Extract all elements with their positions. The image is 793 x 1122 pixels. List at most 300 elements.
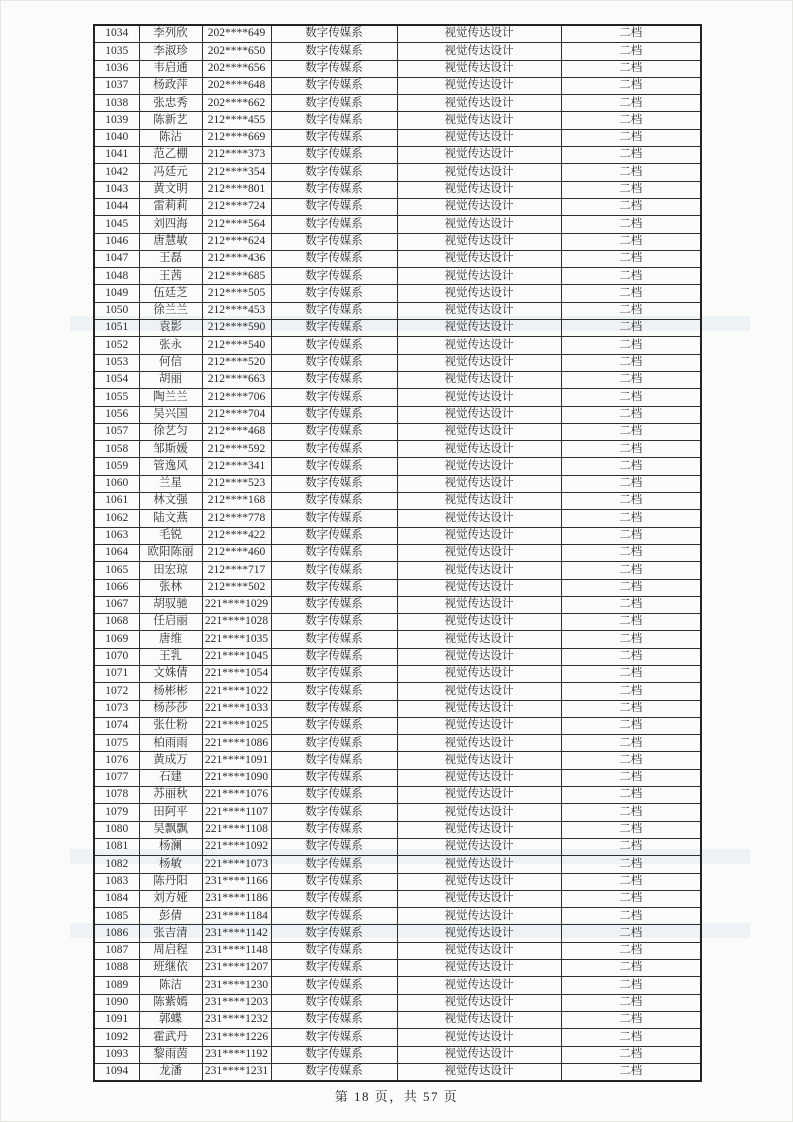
student-id-cell: 212****523 <box>202 475 271 492</box>
name-cell: 陶兰兰 <box>139 389 202 406</box>
major-cell: 视觉传达设计 <box>397 60 561 77</box>
name-cell: 雷莉莉 <box>139 198 202 215</box>
department-cell: 数字传媒系 <box>271 769 397 786</box>
name-cell: 徐兰兰 <box>139 302 202 319</box>
student-id-cell: 212****436 <box>202 250 271 267</box>
major-cell: 视觉传达设计 <box>397 198 561 215</box>
department-cell: 数字传媒系 <box>271 77 397 94</box>
table-row <box>94 250 701 267</box>
tier-cell: 二档 <box>561 994 701 1011</box>
index-cell: 1052 <box>94 337 139 354</box>
major-cell: 视觉传达设计 <box>397 873 561 890</box>
tier-cell: 二档 <box>561 458 701 475</box>
department-cell: 数字传媒系 <box>271 25 397 43</box>
index-cell: 1048 <box>94 268 139 285</box>
index-cell: 1043 <box>94 181 139 198</box>
table-row <box>94 510 701 527</box>
index-cell: 1053 <box>94 354 139 371</box>
tier-cell: 二档 <box>561 631 701 648</box>
name-cell: 陈洁 <box>139 977 202 994</box>
name-cell: 唐慧敏 <box>139 233 202 250</box>
student-id-cell: 212****455 <box>202 112 271 129</box>
index-cell: 1046 <box>94 233 139 250</box>
department-cell: 数字传媒系 <box>271 302 397 319</box>
page-footer <box>0 1086 793 1105</box>
name-cell: 胡驭驰 <box>139 596 202 613</box>
major-cell: 视觉传达设计 <box>397 665 561 682</box>
department-cell: 数字传媒系 <box>271 510 397 527</box>
name-cell: 黎雨茵 <box>139 1046 202 1063</box>
department-cell: 数字传媒系 <box>271 423 397 440</box>
index-cell: 1067 <box>94 596 139 613</box>
department-cell: 数字传媒系 <box>271 181 397 198</box>
name-cell: 袁影 <box>139 320 202 337</box>
student-id-cell: 212****460 <box>202 544 271 561</box>
tier-cell: 二档 <box>561 95 701 112</box>
name-cell: 张吉清 <box>139 925 202 942</box>
index-cell: 1055 <box>94 389 139 406</box>
table-row <box>94 873 701 890</box>
major-cell: 视觉传达设计 <box>397 43 561 60</box>
table-row <box>94 475 701 492</box>
department-cell: 数字传媒系 <box>271 579 397 596</box>
tier-cell: 二档 <box>561 371 701 388</box>
table-row <box>94 147 701 164</box>
index-cell: 1072 <box>94 683 139 700</box>
tier-cell: 二档 <box>561 510 701 527</box>
tier-cell: 二档 <box>561 389 701 406</box>
table-row <box>94 717 701 734</box>
table-row <box>94 77 701 94</box>
table-row <box>94 129 701 146</box>
index-cell: 1082 <box>94 856 139 873</box>
index-cell: 1035 <box>94 43 139 60</box>
index-cell: 1079 <box>94 804 139 821</box>
tier-cell: 二档 <box>561 700 701 717</box>
student-id-cell: 212****520 <box>202 354 271 371</box>
index-cell: 1073 <box>94 700 139 717</box>
student-id-cell: 231****1184 <box>202 908 271 925</box>
tier-cell: 二档 <box>561 821 701 838</box>
tier-cell: 二档 <box>561 527 701 544</box>
major-cell: 视觉传达设计 <box>397 389 561 406</box>
index-cell: 1087 <box>94 942 139 959</box>
name-cell: 李淑珍 <box>139 43 202 60</box>
department-cell: 数字传媒系 <box>271 544 397 561</box>
department-cell: 数字传媒系 <box>271 994 397 1011</box>
index-cell: 1049 <box>94 285 139 302</box>
name-cell: 任启丽 <box>139 614 202 631</box>
table-row <box>94 43 701 60</box>
student-id-cell: 231****1203 <box>202 994 271 1011</box>
name-cell: 刘四海 <box>139 216 202 233</box>
tier-cell: 二档 <box>561 423 701 440</box>
student-id-cell: 221****1091 <box>202 752 271 769</box>
tier-cell: 二档 <box>561 250 701 267</box>
name-cell: 伍廷芝 <box>139 285 202 302</box>
student-id-cell: 221****1092 <box>202 838 271 855</box>
department-cell: 数字传媒系 <box>271 838 397 855</box>
student-id-cell: 212****341 <box>202 458 271 475</box>
index-cell: 1063 <box>94 527 139 544</box>
table-row <box>94 320 701 337</box>
tier-cell: 二档 <box>561 890 701 907</box>
name-cell: 王茜 <box>139 268 202 285</box>
table-row <box>94 389 701 406</box>
student-roster-table <box>93 24 702 1082</box>
index-cell: 1075 <box>94 735 139 752</box>
student-id-cell: 231****1192 <box>202 1046 271 1063</box>
name-cell: 徐艺匀 <box>139 423 202 440</box>
department-cell: 数字传媒系 <box>271 43 397 60</box>
index-cell: 1081 <box>94 838 139 855</box>
major-cell: 视觉传达设计 <box>397 493 561 510</box>
department-cell: 数字传媒系 <box>271 665 397 682</box>
index-cell: 1091 <box>94 1011 139 1028</box>
major-cell: 视觉传达设计 <box>397 544 561 561</box>
student-id-cell: 212****168 <box>202 493 271 510</box>
name-cell: 欧阳陈丽 <box>139 544 202 561</box>
index-cell: 1080 <box>94 821 139 838</box>
major-cell: 视觉传达设计 <box>397 1011 561 1028</box>
tier-cell: 二档 <box>561 268 701 285</box>
tier-cell: 二档 <box>561 665 701 682</box>
name-cell: 张永 <box>139 337 202 354</box>
tier-cell: 二档 <box>561 129 701 146</box>
name-cell: 韦启通 <box>139 60 202 77</box>
tier-cell: 二档 <box>561 1063 701 1081</box>
major-cell: 视觉传达设计 <box>397 77 561 94</box>
tier-cell: 二档 <box>561 648 701 665</box>
index-cell: 1088 <box>94 960 139 977</box>
major-cell: 视觉传达设计 <box>397 458 561 475</box>
student-id-cell: 212****663 <box>202 371 271 388</box>
index-cell: 1093 <box>94 1046 139 1063</box>
table-row <box>94 804 701 821</box>
major-cell: 视觉传达设计 <box>397 250 561 267</box>
table-row <box>94 908 701 925</box>
tier-cell: 二档 <box>561 181 701 198</box>
table-row <box>94 493 701 510</box>
name-cell: 张仕粉 <box>139 717 202 734</box>
index-cell: 1047 <box>94 250 139 267</box>
tier-cell: 二档 <box>561 112 701 129</box>
student-id-cell: 212****373 <box>202 147 271 164</box>
tier-cell: 二档 <box>561 683 701 700</box>
index-cell: 1066 <box>94 579 139 596</box>
student-id-cell: 231****1226 <box>202 1029 271 1046</box>
department-cell: 数字传媒系 <box>271 441 397 458</box>
major-cell: 视觉传达设计 <box>397 890 561 907</box>
table-row <box>94 925 701 942</box>
table-row <box>94 769 701 786</box>
major-cell: 视觉传达设计 <box>397 406 561 423</box>
name-cell: 杨敏 <box>139 856 202 873</box>
index-cell: 1068 <box>94 614 139 631</box>
tier-cell: 二档 <box>561 787 701 804</box>
major-cell: 视觉传达设计 <box>397 1046 561 1063</box>
department-cell: 数字传媒系 <box>271 700 397 717</box>
tier-cell: 二档 <box>561 441 701 458</box>
table-row <box>94 890 701 907</box>
department-cell: 数字传媒系 <box>271 1063 397 1081</box>
major-cell: 视觉传达设计 <box>397 441 561 458</box>
student-id-cell: 221****1022 <box>202 683 271 700</box>
tier-cell: 二档 <box>561 198 701 215</box>
index-cell: 1094 <box>94 1063 139 1081</box>
student-id-cell: 212****590 <box>202 320 271 337</box>
table-row <box>94 960 701 977</box>
student-id-cell: 221****1054 <box>202 665 271 682</box>
tier-cell: 二档 <box>561 493 701 510</box>
tier-cell: 二档 <box>561 769 701 786</box>
major-cell: 视觉传达设计 <box>397 925 561 942</box>
department-cell: 数字传媒系 <box>271 717 397 734</box>
name-cell: 班继依 <box>139 960 202 977</box>
name-cell: 张林 <box>139 579 202 596</box>
major-cell: 视觉传达设计 <box>397 562 561 579</box>
name-cell: 霍武丹 <box>139 1029 202 1046</box>
major-cell: 视觉传达设计 <box>397 631 561 648</box>
major-cell: 视觉传达设计 <box>397 320 561 337</box>
table-row <box>94 631 701 648</box>
name-cell: 唐维 <box>139 631 202 648</box>
table-row <box>94 216 701 233</box>
index-cell: 1077 <box>94 769 139 786</box>
name-cell: 黄文明 <box>139 181 202 198</box>
name-cell: 杨莎莎 <box>139 700 202 717</box>
tier-cell: 二档 <box>561 804 701 821</box>
page-number-text: 第 18 页，共 57 页 <box>334 1089 459 1104</box>
table-row <box>94 752 701 769</box>
department-cell: 数字传媒系 <box>271 562 397 579</box>
department-cell: 数字传媒系 <box>271 908 397 925</box>
table-row <box>94 1063 701 1081</box>
table-row <box>94 735 701 752</box>
name-cell: 龙潘 <box>139 1063 202 1081</box>
index-cell: 1070 <box>94 648 139 665</box>
name-cell: 毛锐 <box>139 527 202 544</box>
table-row <box>94 700 701 717</box>
department-cell: 数字传媒系 <box>271 925 397 942</box>
name-cell: 文姝倩 <box>139 665 202 682</box>
index-cell: 1064 <box>94 544 139 561</box>
department-cell: 数字传媒系 <box>271 821 397 838</box>
department-cell: 数字传媒系 <box>271 1046 397 1063</box>
major-cell: 视觉传达设计 <box>397 337 561 354</box>
major-cell: 视觉传达设计 <box>397 95 561 112</box>
department-cell: 数字传媒系 <box>271 337 397 354</box>
department-cell: 数字传媒系 <box>271 856 397 873</box>
name-cell: 吴兴国 <box>139 406 202 423</box>
table-row <box>94 112 701 129</box>
table-row <box>94 596 701 613</box>
student-id-cell: 221****1045 <box>202 648 271 665</box>
table-row <box>94 1046 701 1063</box>
name-cell: 田宏琼 <box>139 562 202 579</box>
department-cell: 数字传媒系 <box>271 320 397 337</box>
name-cell: 杨澜 <box>139 838 202 855</box>
major-cell: 视觉传达设计 <box>397 942 561 959</box>
table-row <box>94 441 701 458</box>
student-id-cell: 231****1232 <box>202 1011 271 1028</box>
tier-cell: 二档 <box>561 544 701 561</box>
student-id-cell: 212****502 <box>202 579 271 596</box>
department-cell: 数字传媒系 <box>271 406 397 423</box>
tier-cell: 二档 <box>561 164 701 181</box>
name-cell: 胡丽 <box>139 371 202 388</box>
name-cell: 兰星 <box>139 475 202 492</box>
tier-cell: 二档 <box>561 856 701 873</box>
name-cell: 田阿平 <box>139 804 202 821</box>
name-cell: 周启程 <box>139 942 202 959</box>
name-cell: 黄成万 <box>139 752 202 769</box>
student-id-cell: 221****1035 <box>202 631 271 648</box>
index-cell: 1085 <box>94 908 139 925</box>
student-id-cell: 231****1231 <box>202 1063 271 1081</box>
tier-cell: 二档 <box>561 337 701 354</box>
tier-cell: 二档 <box>561 354 701 371</box>
major-cell: 视觉传达设计 <box>397 129 561 146</box>
department-cell: 数字传媒系 <box>271 147 397 164</box>
name-cell: 彭倩 <box>139 908 202 925</box>
index-cell: 1076 <box>94 752 139 769</box>
tier-cell: 二档 <box>561 1011 701 1028</box>
table-row <box>94 942 701 959</box>
department-cell: 数字传媒系 <box>271 596 397 613</box>
name-cell: 陈沾 <box>139 129 202 146</box>
student-id-cell: 202****656 <box>202 60 271 77</box>
department-cell: 数字传媒系 <box>271 371 397 388</box>
tier-cell: 二档 <box>561 77 701 94</box>
table-row <box>94 406 701 423</box>
tier-cell: 二档 <box>561 43 701 60</box>
department-cell: 数字传媒系 <box>271 60 397 77</box>
tier-cell: 二档 <box>561 25 701 43</box>
table-row <box>94 579 701 596</box>
department-cell: 数字传媒系 <box>271 475 397 492</box>
name-cell: 柏雨雨 <box>139 735 202 752</box>
department-cell: 数字传媒系 <box>271 216 397 233</box>
name-cell: 林文强 <box>139 493 202 510</box>
index-cell: 1051 <box>94 320 139 337</box>
index-cell: 1034 <box>94 25 139 43</box>
name-cell: 刘方娅 <box>139 890 202 907</box>
index-cell: 1074 <box>94 717 139 734</box>
table-row <box>94 198 701 215</box>
index-cell: 1042 <box>94 164 139 181</box>
index-cell: 1036 <box>94 60 139 77</box>
department-cell: 数字传媒系 <box>271 752 397 769</box>
tier-cell: 二档 <box>561 596 701 613</box>
department-cell: 数字传媒系 <box>271 648 397 665</box>
student-id-cell: 212****778 <box>202 510 271 527</box>
tier-cell: 二档 <box>561 1046 701 1063</box>
tier-cell: 二档 <box>561 579 701 596</box>
student-id-cell: 212****564 <box>202 216 271 233</box>
name-cell: 王乳 <box>139 648 202 665</box>
student-id-cell: 212****624 <box>202 233 271 250</box>
index-cell: 1092 <box>94 1029 139 1046</box>
department-cell: 数字传媒系 <box>271 614 397 631</box>
name-cell: 张忠秀 <box>139 95 202 112</box>
student-id-cell: 212****706 <box>202 389 271 406</box>
student-id-cell: 212****468 <box>202 423 271 440</box>
student-id-cell: 221****1029 <box>202 596 271 613</box>
major-cell: 视觉传达设计 <box>397 700 561 717</box>
index-cell: 1078 <box>94 787 139 804</box>
index-cell: 1083 <box>94 873 139 890</box>
student-id-cell: 212****717 <box>202 562 271 579</box>
major-cell: 视觉传达设计 <box>397 216 561 233</box>
student-id-cell: 202****662 <box>202 95 271 112</box>
major-cell: 视觉传达设计 <box>397 510 561 527</box>
tier-cell: 二档 <box>561 752 701 769</box>
tier-cell: 二档 <box>561 925 701 942</box>
tier-cell: 二档 <box>561 960 701 977</box>
table-row <box>94 838 701 855</box>
department-cell: 数字传媒系 <box>271 95 397 112</box>
student-id-cell: 221****1033 <box>202 700 271 717</box>
tier-cell: 二档 <box>561 60 701 77</box>
major-cell: 视觉传达设计 <box>397 233 561 250</box>
name-cell: 陈紫嫣 <box>139 994 202 1011</box>
department-cell: 数字传媒系 <box>271 198 397 215</box>
tier-cell: 二档 <box>561 735 701 752</box>
major-cell: 视觉传达设计 <box>397 977 561 994</box>
name-cell: 李列欣 <box>139 25 202 43</box>
student-id-cell: 212****724 <box>202 198 271 215</box>
index-cell: 1057 <box>94 423 139 440</box>
department-cell: 数字传媒系 <box>271 942 397 959</box>
student-id-cell: 202****648 <box>202 77 271 94</box>
table-row <box>94 648 701 665</box>
student-id-cell: 231****1148 <box>202 942 271 959</box>
table-row <box>94 285 701 302</box>
major-cell: 视觉传达设计 <box>397 181 561 198</box>
name-cell: 石建 <box>139 769 202 786</box>
department-cell: 数字传媒系 <box>271 683 397 700</box>
tier-cell: 二档 <box>561 285 701 302</box>
tier-cell: 二档 <box>561 908 701 925</box>
table-row <box>94 371 701 388</box>
name-cell: 吴飘飘 <box>139 821 202 838</box>
student-id-cell: 221****1107 <box>202 804 271 821</box>
major-cell: 视觉传达设计 <box>397 302 561 319</box>
department-cell: 数字传媒系 <box>271 804 397 821</box>
tier-cell: 二档 <box>561 233 701 250</box>
student-id-cell: 221****1108 <box>202 821 271 838</box>
index-cell: 1065 <box>94 562 139 579</box>
index-cell: 1038 <box>94 95 139 112</box>
major-cell: 视觉传达设计 <box>397 527 561 544</box>
table-row <box>94 821 701 838</box>
department-cell: 数字传媒系 <box>271 631 397 648</box>
major-cell: 视觉传达设计 <box>397 908 561 925</box>
tier-cell: 二档 <box>561 838 701 855</box>
department-cell: 数字传媒系 <box>271 735 397 752</box>
major-cell: 视觉传达设计 <box>397 579 561 596</box>
major-cell: 视觉传达设计 <box>397 769 561 786</box>
major-cell: 视觉传达设计 <box>397 285 561 302</box>
index-cell: 1061 <box>94 493 139 510</box>
table-row <box>94 683 701 700</box>
index-cell: 1040 <box>94 129 139 146</box>
department-cell: 数字传媒系 <box>271 389 397 406</box>
table-row <box>94 25 701 43</box>
major-cell: 视觉传达设计 <box>397 1063 561 1081</box>
major-cell: 视觉传达设计 <box>397 648 561 665</box>
